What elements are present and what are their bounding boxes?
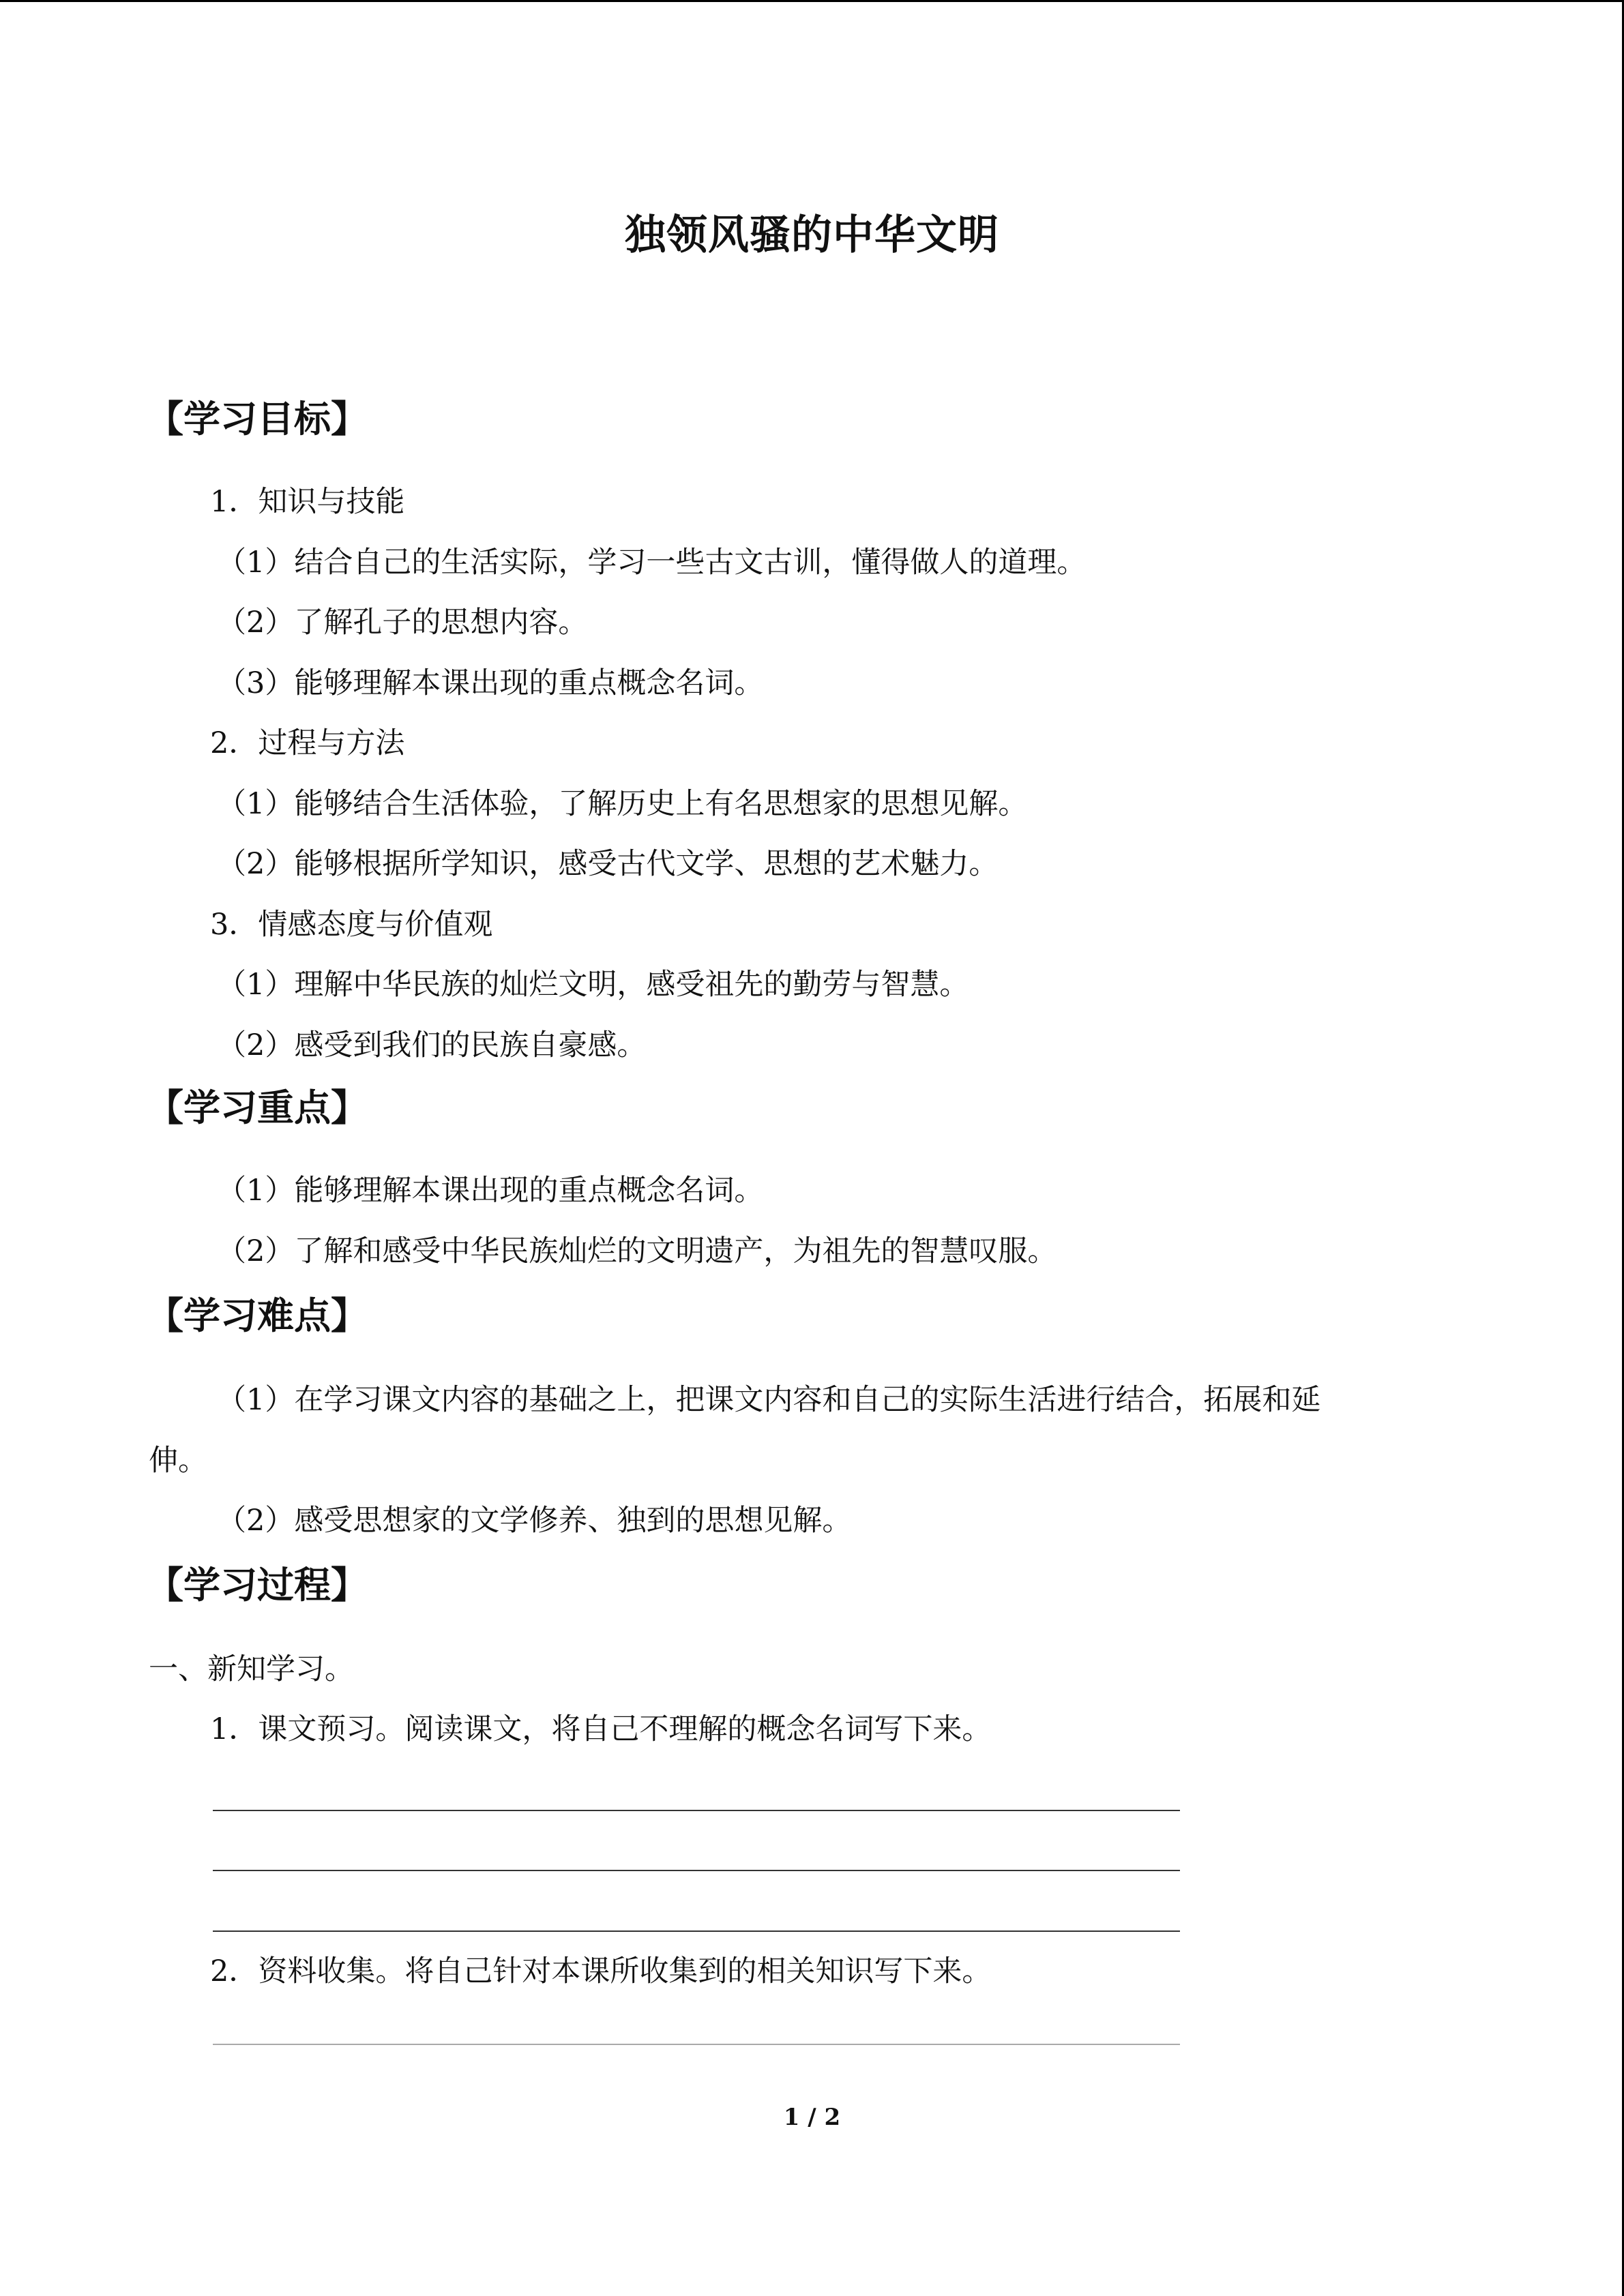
objective-line: （2）能够根据所学知识，感受古代文学、思想的艺术魅力。 [217, 847, 999, 881]
section-heading-objectives: 【学习目标】 [147, 398, 368, 441]
process-part-title: 一、新知学习。 [149, 1652, 354, 1686]
document-title: 独领风骚的中华文明 [625, 211, 999, 259]
objective-line: （3）能够理解本课出现的重点概念名词。 [217, 666, 764, 700]
process-task-preview: 1．课文预习。阅读课文，将自己不理解的概念名词写下来。 [210, 1712, 992, 1746]
section-heading-process: 【学习过程】 [147, 1564, 368, 1607]
answer-blank-line[interactable] [213, 1930, 1180, 1932]
objective-line: （2）感受到我们的民族自豪感。 [217, 1028, 647, 1062]
section-heading-key-points: 【学习重点】 [147, 1086, 368, 1129]
objective-line: （1）结合自己的生活实际，学习一些古文古训，懂得做人的道理。 [217, 546, 1087, 580]
objective-line: 2．过程与方法 [210, 726, 405, 760]
answer-blank-line[interactable] [213, 2044, 1180, 2045]
page-number: 1 / 2 [783, 2104, 841, 2131]
difficulty-line: （1）在学习课文内容的基础之上，把课文内容和自己的实际生活进行结合，拓展和延 [217, 1383, 1321, 1417]
objective-line: （2）了解孔子的思想内容。 [217, 606, 588, 640]
objective-line: （1）理解中华民族的灿烂文明，感受祖先的勤劳与智慧。 [217, 968, 969, 1002]
answer-blank-line[interactable] [213, 1870, 1180, 1871]
key-point-line: （1）能够理解本课出现的重点概念名词。 [217, 1174, 764, 1208]
objective-line: 1．知识与技能 [210, 485, 405, 519]
process-task-research: 2．资料收集。将自己针对本课所收集到的相关知识写下来。 [210, 1954, 992, 1988]
difficulty-line: 伸。 [149, 1444, 207, 1478]
objective-line: （1）能够结合生活体验，了解历史上有名思想家的思想见解。 [217, 787, 1028, 821]
section-heading-difficulties: 【学习难点】 [147, 1294, 368, 1337]
difficulty-line: （2）感受思想家的文学修养、独到的思想见解。 [217, 1504, 852, 1538]
objective-line: 3．情感态度与价值观 [210, 908, 493, 942]
answer-blank-line[interactable] [213, 1810, 1180, 1811]
key-point-line: （2）了解和感受中华民族灿烂的文明遗产，为祖先的智慧叹服。 [217, 1234, 1057, 1268]
